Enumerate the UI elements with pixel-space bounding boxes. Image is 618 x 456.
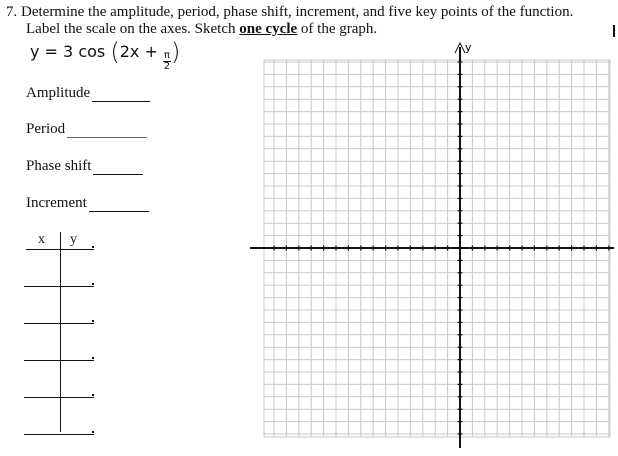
equation-lhs: y = 3 cos	[30, 42, 111, 61]
table-header-y: y	[70, 232, 77, 247]
open-paren: (	[110, 38, 120, 66]
emphasized-text: one cycle	[239, 21, 298, 37]
close-paren: )	[170, 38, 181, 66]
instructions-text: Label the scale on the axes. Sketch	[26, 21, 240, 37]
phase-shift-label: Phase shift	[26, 158, 92, 174]
fraction-denominator: 2	[163, 61, 171, 72]
fraction-numerator: π	[163, 50, 170, 61]
amplitude-label: Amplitude	[26, 85, 91, 101]
instructions-end: of the graph.	[297, 21, 378, 37]
y-axis-label: y	[465, 41, 472, 54]
period-label: Period	[26, 121, 66, 137]
question-text: 7. Determine the amplitude, period, phase shift, increment, and five key points of the function.	[6, 4, 574, 20]
equation-inner: 2x +	[119, 42, 163, 61]
table-header-x: x	[38, 232, 45, 247]
increment-label: Increment	[26, 195, 87, 211]
